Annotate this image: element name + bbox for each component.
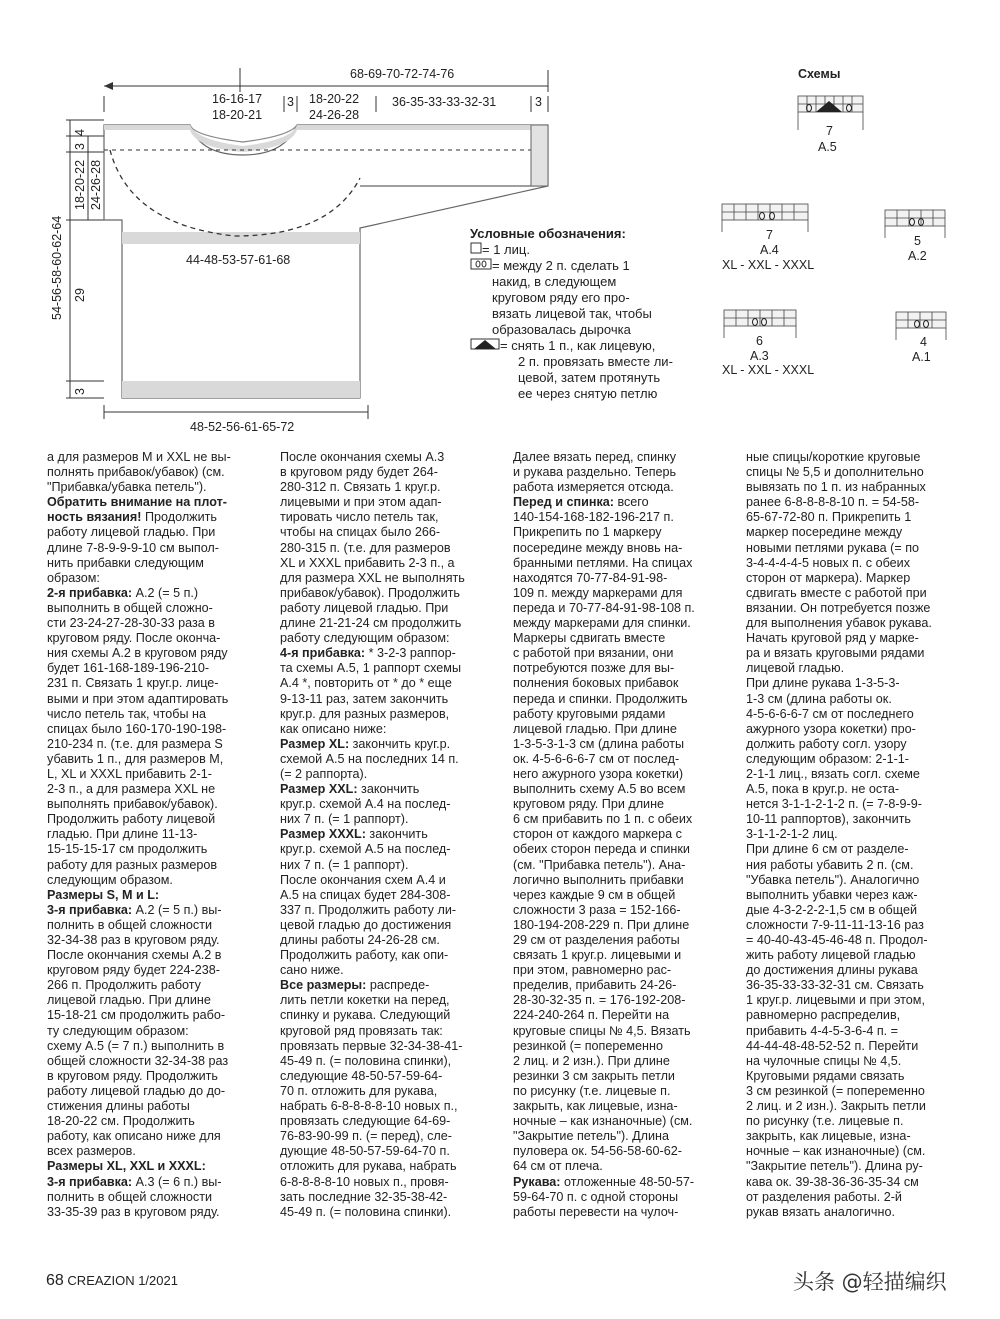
text-line: 1-3-5-3-1-3 см (длина работы: [513, 736, 685, 751]
text-line: между маркерами для спинки.: [513, 616, 691, 631]
text-line: лицевой гладью. При длине: [47, 993, 211, 1008]
text-line: 59-64-70 п. с одной стороны: [513, 1189, 679, 1204]
text-line: сторон от маркера). Маркер: [746, 570, 911, 585]
text-line: а для размеров M и XXL не вы-: [47, 450, 231, 464]
text-line: до достижения длины рукава: [746, 963, 918, 978]
a3-count: 6: [756, 334, 763, 348]
yarnover-symbol-icon: [470, 258, 492, 274]
text-line: вязании. Он потребуется позже: [746, 600, 931, 615]
magazine-name: CREAZION 1/2021: [67, 1273, 178, 1288]
text-line: XL и XXXL прибавить 2-3 п., а: [280, 555, 455, 570]
text-line: находятся 70-77-84-91-98-: [513, 570, 668, 585]
text-line: 28-30-32-35 п. = 176-192-208-: [513, 993, 686, 1008]
text-line: 44-44-48-48-52-52 п. Перейти: [746, 1038, 919, 1053]
text-line: та схемы A.5, 1 раппорт схемы: [280, 661, 462, 676]
text-line: A.5, пока в круг.р. не оста-: [746, 782, 900, 797]
text-line: выполнять прибавок/убавок).: [47, 797, 218, 812]
legend-yarnover: = между 2 п. сделать 1: [470, 258, 700, 274]
text-line: 2-3 п., а для размера XXL не: [47, 782, 216, 797]
text-line: длине 21-21-24 см продолжить: [280, 616, 462, 631]
text-line: нить прибавки следующим: [47, 555, 204, 570]
text-line: = 40-40-43-45-46-48 п. Продол-: [746, 933, 928, 947]
text-line: После окончания схемы A.3: [280, 450, 445, 464]
text-line: круг.р. для разных размеров,: [280, 706, 450, 721]
text-line: После окончания схемы A.2 в: [47, 948, 222, 963]
text-line: бранными петлями. На спицах: [513, 555, 693, 570]
text-line: провязать следующие 64-69-: [280, 1114, 451, 1129]
text-column-3: [513, 450, 735, 1220]
text-line: сторон от каждого маркера с: [513, 827, 682, 842]
text-line: 6 см прибавить по 1 п. с обеих: [513, 812, 693, 827]
text-line: схемой A.5 на последних 14 п.: [280, 751, 459, 766]
a3-sizes: XL - XXL - XXXL: [722, 363, 815, 377]
a4-name: A.4: [760, 243, 779, 257]
text-line: потребуются позже для вы-: [513, 661, 675, 676]
decrease-symbol-icon: [470, 338, 500, 354]
text-line: ок. 4-5-6-6-6-7 см от послед-: [513, 751, 680, 766]
text-line: Далее вязать перед, спинку: [513, 450, 677, 464]
text-line: работу для разных размеров: [47, 857, 218, 872]
text-line: следующие 48-50-57-59-64-: [280, 1068, 443, 1083]
neck-depth-label-2: 3: [73, 143, 87, 150]
text-line: ночные – как изнаночные) (см.: [513, 1114, 693, 1129]
text-line: жить работу лицевой гладью: [746, 948, 916, 963]
a4-sizes: XL - XXL - XXXL: [722, 258, 815, 272]
text-line: "Закрытие петель"). Длина ру-: [746, 1159, 923, 1174]
legend: [470, 226, 700, 402]
text-line: 45-49 п. (= половина спинки).: [280, 1204, 452, 1219]
legend-dec-4: ее через снятую петлю: [518, 386, 658, 401]
text-line: связать 1 круг.р. лицевыми и: [513, 948, 682, 963]
text-line: длине 7-8-9-9-9-10 см выпол-: [47, 540, 219, 555]
text-line: полнения боковых прибавок: [513, 676, 679, 691]
text-line: пределив, прибавить 24-26-: [513, 978, 677, 993]
text-line: Размер XXXL: закончить: [280, 827, 428, 842]
text-line: 4-я прибавка: * 3-2-3 раппор-: [280, 646, 456, 661]
text-line: При длине рукава 1-3-5-3-: [746, 676, 900, 691]
text-line: на чулочные спицы № 4,5.: [746, 1053, 902, 1068]
a1-count: 4: [920, 335, 927, 349]
text-line: 18-20-22 см. Продолжить: [47, 1114, 195, 1129]
text-line: круговые спицы № 4,5. Вязать: [513, 1023, 691, 1038]
text-line: Перед и спинка: всего: [513, 495, 649, 510]
text-line: После окончания схем A.4 и: [280, 872, 446, 887]
text-line: дующие 48-50-57-59-64-70 п.: [280, 1144, 450, 1159]
text-line: резинки 3 см закрыть петли: [513, 1068, 675, 1083]
yoke-depth-label-2: 24-26-28: [89, 159, 103, 210]
text-line: цевой гладью до достижения: [280, 917, 452, 932]
text-line: 337 п. Продолжить работу ли-: [280, 902, 457, 917]
text-line: работу лицевой гладью. При: [280, 600, 449, 615]
text-line: работу следующим образом:: [280, 631, 450, 646]
text-line: (= 2 раппорта).: [280, 766, 368, 781]
text-line: чтобы на спицах было 266-: [280, 525, 441, 540]
hem-width-label: 48-52-56-61-65-72: [190, 420, 295, 434]
a1-name: A.1: [912, 350, 931, 364]
text-line: новыми петлями рукава (= по: [746, 540, 920, 555]
text-line: при этом, равномерно рас-: [513, 963, 672, 978]
text-line: 3 см резинкой (= попеременно: [746, 1083, 925, 1098]
text-line: сложности 7-9-11-11-13-16 раз: [746, 917, 924, 932]
text-line: A.4 *, повторить от * до * еще: [280, 676, 452, 691]
text-line: гладью. При длине 11-13-: [47, 827, 198, 842]
text-line: ния работы убавить 2 п. (см.: [746, 857, 914, 872]
text-line: 15-18-21 см продолжить рабо-: [47, 1008, 226, 1023]
text-line: 2 лиц. и 2 изн.). Закрыть петли: [746, 1099, 926, 1114]
text-line: образом:: [47, 570, 100, 585]
text-line: закрыть, как лицевые, изна-: [746, 1129, 911, 1144]
text-line: 1 круг.р. лицевыми и при этом,: [746, 993, 925, 1008]
text-line: ность вязания! Продолжить: [47, 510, 217, 525]
text-line: всех размеров.: [47, 1144, 136, 1159]
text-line: Продолжить работу лицевой: [47, 812, 216, 827]
text-line: через каждые 9 см в общей: [513, 887, 676, 902]
text-line: рукав вязать аналогично.: [746, 1204, 895, 1219]
yoke-top-label-2: 24-26-28: [309, 108, 360, 122]
text-line: общей сложности 32-34-38 раз: [47, 1053, 229, 1068]
text-line: ния схемы A.2 в круговом ряду: [47, 646, 228, 661]
text-line: число петель так, чтобы на: [47, 706, 206, 721]
text-line: пуловера ок. 54-56-58-60-62-: [513, 1144, 682, 1159]
text-line: в круговом ряду будет 264-: [280, 465, 438, 480]
text-line: круг.р. схемой A.5 на послед-: [280, 842, 451, 857]
text-line: 1-3 см (длина работы ок.: [746, 691, 892, 706]
legend-dec-3: цевой, затем протянуть: [518, 370, 661, 385]
text-line: спицы № 5,5 и дополнительно: [746, 465, 924, 480]
text-line: посередине между вновь на-: [513, 540, 683, 555]
text-line: Продолжить работу, как опи-: [280, 948, 449, 963]
text-line: по рисунку (т.е. лицевые п.: [746, 1114, 904, 1129]
text-line: спицах было 160-170-190-198-: [47, 721, 227, 736]
text-line: "Прибавка/убавка петель").: [47, 480, 207, 495]
text-column-4: [746, 450, 968, 1220]
neck-depth-label-1: 4: [73, 129, 87, 136]
text-line: 210-234 п. (т.е. для размера S: [47, 736, 223, 751]
text-line: круг.р. схемой A.4 на послед-: [280, 797, 451, 812]
text-line: работу лицевой гладью. При: [47, 525, 216, 540]
legend-yo-5: образовалась дырочка: [492, 322, 631, 337]
text-line: в круговом ряду. Продолжить: [47, 1068, 218, 1083]
text-line: круговой ряд провязать так:: [280, 1023, 443, 1038]
text-line: 2-1-1 лиц., вязать согл. схеме: [746, 766, 920, 781]
text-line: Размер XL: закончить круг.р.: [280, 736, 451, 751]
text-line: Размер XXL: закончить: [280, 782, 420, 797]
page-number: 68: [46, 1272, 64, 1289]
legend-yo-4: вязать лицевой так, чтобы: [492, 306, 652, 321]
text-line: лицевой гладью. При длине: [513, 721, 677, 736]
text-line: 3-я прибавка: A.3 (= 6 п.) вы-: [47, 1174, 222, 1189]
text-line: ра и вязать круговыми рядами: [746, 646, 925, 661]
text-line: 70 п. отложить для рукава,: [280, 1083, 438, 1098]
text-line: сложности 3 раза = 152-166-: [513, 902, 681, 917]
text-line: работу круговыми рядами: [513, 706, 666, 721]
text-line: работу, как описано ниже для: [47, 1129, 221, 1144]
a5-count: 7: [826, 124, 833, 138]
text-line: A.5 на спицах будет 284-308-: [280, 887, 451, 902]
text-line: круговом ряду. При длине: [513, 797, 665, 812]
text-line: вывязать по 1 п. из набранных: [746, 480, 926, 495]
text-line: 266 п. Продолжить работу: [47, 978, 201, 993]
text-line: 2 лиц. и 2 изн.). При длине: [513, 1053, 670, 1068]
total-length-label: 54-56-58-60-62-64: [50, 215, 64, 320]
text-line: полнить в общей сложности: [47, 1189, 213, 1204]
cuff-rib-label: 3: [535, 95, 542, 109]
text-line: зать последние 32-35-38-42-: [280, 1189, 448, 1204]
text-line: них 7 п. (= 1 раппорт).: [280, 812, 409, 827]
text-line: Прикрепить по 1 маркеру: [513, 525, 662, 540]
a3-name: A.3: [750, 349, 769, 363]
text-line: 76-83-90-99 п. (= перед), сле-: [280, 1129, 452, 1144]
neck-width-label-1: 16-16-17: [212, 92, 263, 106]
text-line: переда и спинки. Продолжить: [513, 691, 688, 706]
legend-yo-3: круговом ряду его про-: [492, 290, 630, 305]
text-line: Начать круговой ряд у марке-: [746, 631, 919, 646]
text-line: тировать число петель так,: [280, 510, 439, 525]
text-line: "Убавка петель"). Аналогично: [746, 872, 920, 887]
text-line: убавить 1 п., для размеров M,: [47, 751, 224, 766]
text-line: для размера XXL не выполнять: [280, 570, 465, 585]
text-line: лицевыми и при этом адап-: [280, 495, 442, 510]
text-line: При длине 6 см от разделе-: [746, 842, 909, 857]
text-line: резинкой (= попеременно: [513, 1038, 663, 1053]
text-line: работы перевести на чулоч-: [513, 1204, 679, 1219]
text-line: схему A.5 (= 7 п.) выполнить в: [47, 1038, 225, 1053]
text-line: Размеры S, M и L:: [47, 887, 160, 902]
text-line: нется 3-1-1-2-1-2 п. (= 7-8-9-9-: [746, 797, 922, 812]
text-line: Круговыми рядами связать: [746, 1068, 905, 1083]
text-line: 29 см от разделения работы: [513, 933, 680, 947]
text-line: 280-312 п. Связать 1 круг.р.: [280, 480, 441, 495]
text-line: L, XL и XXXL прибавить 2-1-: [47, 766, 212, 781]
sleeve-length-label: 36-35-33-33-32-31: [392, 95, 497, 109]
text-line: выми и при этом адаптировать: [47, 691, 229, 706]
text-line: провязать первые 32-34-38-41-: [280, 1038, 463, 1053]
text-line: "Закрытие петель"). Длина: [513, 1129, 670, 1144]
text-line: работа измеряется отсюда.: [513, 480, 674, 495]
text-line: и рукава раздельно. Теперь: [513, 465, 677, 480]
a4-count: 7: [766, 228, 773, 242]
text-line: ранее 6-8-8-8-8-10 п. = 54-58-: [746, 495, 920, 510]
text-line: выполнить в общей сложно-: [47, 600, 213, 615]
text-line: них 7 п. (= 1 раппорт).: [280, 857, 409, 872]
text-line: по рисунку (т.е. лицевые п.: [513, 1083, 671, 1098]
text-line: с работой при вязании, они: [513, 646, 674, 661]
legend-decrease: = снять 1 п., как лицевую,: [470, 338, 700, 354]
a2-count: 5: [914, 234, 921, 248]
text-line: набрать 6-8-8-8-8-10 новых п.,: [280, 1099, 458, 1114]
text-line: прибавить 4-4-5-3-6-4 п. =: [746, 1023, 899, 1038]
text-line: 65-67-72-80 п. Прикрепить 1: [746, 510, 912, 525]
text-line: (см. "Прибавка петель"). Ана-: [513, 857, 686, 872]
chest-width-label: 44-48-53-57-61-68: [186, 253, 291, 267]
text-line: него ажурного узора кокетки): [513, 766, 684, 781]
text-line: Все размеры: распреде-: [280, 978, 430, 993]
text-line: сдвигать вместе с работой при: [746, 585, 927, 600]
text-line: спинку и рукава. Следующий: [280, 1008, 451, 1023]
legend-knit: = 1 лиц.: [470, 242, 700, 258]
text-line: круговом ряду. После оконча-: [47, 631, 221, 646]
text-line: сано ниже.: [280, 963, 344, 978]
text-line: равномерно распределив,: [746, 1008, 901, 1023]
text-line: логично выполнить прибавки: [513, 872, 684, 887]
text-line: сти 23-24-27-28-30-33 раза в: [47, 616, 215, 631]
text-line: 4-5-6-6-6-7 см от последнего: [746, 706, 914, 721]
text-line: дые 4-3-2-2-2-1,5 см в общей: [746, 902, 918, 917]
text-line: выполнить убавки через каж-: [746, 887, 918, 902]
text-line: переда и 70-77-84-91-98-108 п.: [513, 600, 695, 615]
neck-width-label-2: 18-20-21: [212, 108, 263, 122]
text-line: 15-15-15-17 см продолжить: [47, 842, 208, 857]
page-footer: [46, 1272, 178, 1290]
text-line: Рукава: отложенные 48-50-57-: [513, 1174, 695, 1189]
neck-rib-label: 3: [287, 95, 294, 109]
text-line: следующим образом.: [47, 872, 173, 887]
text-line: ные спицы/короткие круговые: [746, 450, 921, 464]
text-line: 3-я прибавка: A.2 (= 5 п.) вы-: [47, 902, 222, 917]
watermark: 头条 @轻描编织: [793, 1270, 947, 1294]
text-line: 180-194-208-229 п. При длине: [513, 917, 690, 932]
text-line: маркер посередине между: [746, 525, 903, 540]
legend-yo-2: накид, в следующем: [492, 274, 617, 289]
text-line: отложить для рукава, набрать: [280, 1159, 457, 1174]
text-line: 64 см от плеча.: [513, 1159, 603, 1174]
text-line: Маркеры сдвигать вместе: [513, 631, 666, 646]
knit-symbol-icon: [470, 242, 482, 258]
text-line: 32-34-38 раз в круговом ряду.: [47, 933, 220, 947]
text-line: 2-я прибавка: A.2 (= 5 п.): [47, 585, 199, 600]
text-line: прибавок/убавок). Продолжить: [280, 585, 460, 600]
text-line: от разделения работы. 2-й: [746, 1189, 902, 1204]
text-line: лить петли кокетки на перед,: [280, 993, 450, 1008]
text-line: 280-315 п. (т.е. для размеров: [280, 540, 451, 555]
text-line: 3-1-1-2-1-2 лиц.: [746, 827, 838, 842]
text-line: ажурного узора кокетки) про-: [746, 721, 916, 736]
text-line: полнять прибавок/убавок) (см.: [47, 465, 225, 480]
text-line: 140-154-168-182-196-217 п.: [513, 510, 674, 525]
text-line: ту следующим образом:: [47, 1023, 189, 1038]
legend-dec-2: 2 п. провязать вместе ли-: [518, 354, 673, 369]
text-line: 3-4-4-4-4-5 новых п. с обеих: [746, 555, 911, 570]
text-line: выполнить схему A.5 во всем: [513, 782, 686, 797]
text-line: следующим образом: 2-1-1-: [746, 751, 909, 766]
text-line: кава ок. 39-38-36-36-35-34 см: [746, 1174, 919, 1189]
text-line: 109 п. между маркерами для: [513, 585, 683, 600]
text-line: 231 п. Связать 1 круг.р. лице-: [47, 676, 219, 691]
yoke-depth-label-1: 18-20-22: [73, 159, 87, 210]
text-line: 6-8-8-8-8-10 новых п., провя-: [280, 1174, 449, 1189]
text-line: 10-11 раппортов), закончить: [746, 812, 911, 827]
hem-rib-label: 3: [73, 388, 87, 395]
top-width-label: 68-69-70-72-74-76: [350, 67, 455, 81]
a2-name: A.2: [908, 249, 927, 263]
text-line: будет 161-168-189-196-210-: [47, 661, 210, 676]
text-line: обеих сторон переда и спинки: [513, 842, 690, 857]
a5-name: A.5: [818, 140, 837, 154]
text-line: ночные – как изнаночные) (см.: [746, 1144, 926, 1159]
text-column-1: [47, 450, 269, 1220]
text-line: для выполнения убавок рукава.: [746, 616, 932, 631]
text-line: работу лицевой гладью до до-: [47, 1083, 226, 1098]
text-line: 45-49 п. (= половина спинки),: [280, 1053, 452, 1068]
text-line: 36-35-33-33-32-31 см. Связать: [746, 978, 924, 993]
text-line: лицевой гладью.: [746, 661, 845, 676]
text-line: Размеры XL, XXL и XXXL:: [47, 1159, 206, 1174]
text-line: Обратить внимание на плот-: [47, 495, 227, 510]
text-line: как описано ниже:: [280, 721, 387, 736]
text-column-2: [280, 450, 502, 1220]
body-length-label: 29: [73, 288, 87, 302]
text-line: стижения длины работы: [47, 1099, 190, 1114]
text-line: 33-35-39 раз в круговом ряду.: [47, 1204, 220, 1219]
schemes-title: Схемы: [798, 67, 841, 81]
text-line: полнить в общей сложности: [47, 917, 213, 932]
text-line: закрыть, как лицевые, изна-: [513, 1099, 678, 1114]
text-line: должить работу согл. узору: [746, 736, 907, 751]
legend-title: Условные обозначения:: [470, 226, 626, 241]
yoke-top-label-1: 18-20-22: [309, 92, 360, 106]
text-line: 224-240-264 п. Перейти на: [513, 1008, 670, 1023]
text-line: 9-13-11 раз, затем закончить: [280, 691, 449, 706]
text-line: длины работы 24-26-28 см.: [280, 933, 440, 947]
text-line: круговом ряду будет 224-238-: [47, 963, 220, 978]
